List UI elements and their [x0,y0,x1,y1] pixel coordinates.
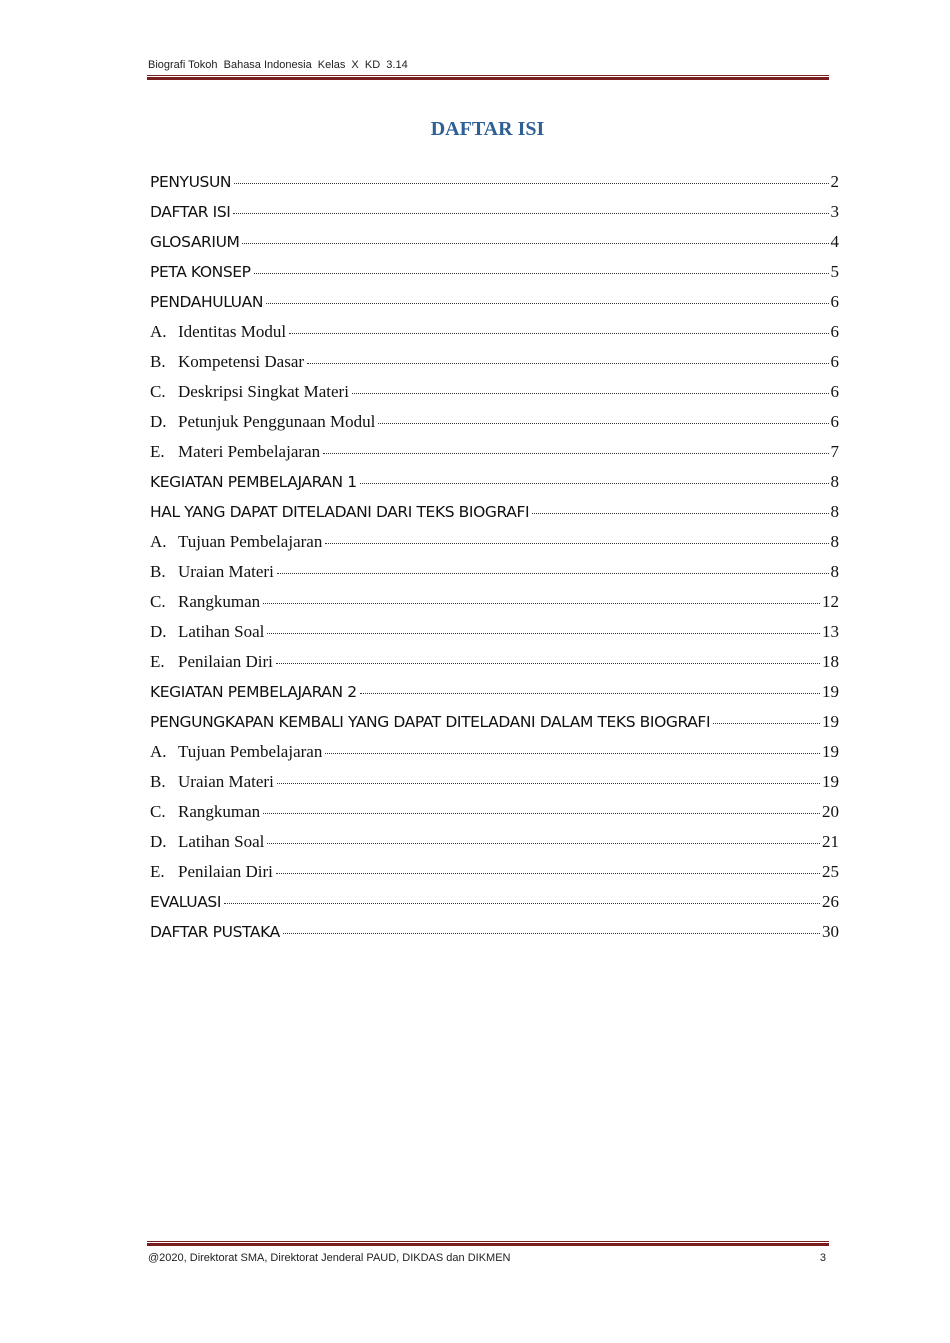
toc-entry-label: PENGUNGKAPAN KEMBALI YANG DAPAT DITELADANI DALAM TEKS BIOGRAFI [150,713,711,731]
toc-entry-label: Latihan Soal [178,832,265,851]
dot-leader [325,753,820,754]
toc-entry-letter: B. [150,562,166,581]
toc-entry-page: 30 [822,922,839,941]
toc-entry[interactable] [150,382,839,412]
dot-leader [360,483,829,484]
toc-entry-label: Tujuan Pembelajaran [178,532,323,551]
toc-entry[interactable] [150,502,839,532]
toc-entry[interactable] [150,442,839,472]
toc-entry[interactable] [150,472,839,502]
toc-entry[interactable] [150,232,839,262]
page-number: 3 [819,1252,826,1264]
toc-entry-page: 13 [822,622,839,641]
toc-entry-label: PENDAHULUAN [150,293,264,311]
toc-entry[interactable] [150,712,839,742]
toc-entry-label: Rangkuman [178,592,261,611]
toc-entry-label: Penilaian Diri [178,652,273,671]
dot-leader [263,603,820,604]
toc-entry-page: 26 [822,892,839,911]
toc-entry-page: 20 [822,802,839,821]
toc-entry-label: Uraian Materi [178,562,274,581]
toc-entry[interactable] [150,772,839,802]
dot-leader [276,663,820,664]
dot-leader [532,513,828,514]
toc-entry[interactable] [150,352,839,382]
dot-leader [267,633,820,634]
header-rule [147,75,829,80]
dot-leader [352,393,829,394]
toc-entry-label: Materi Pembelajaran [178,442,321,461]
toc-entry-label: Identitas Modul [178,322,287,341]
toc-entry[interactable] [150,202,839,232]
toc-entry-page: 5 [830,262,839,281]
toc-entry-label: Latihan Soal [178,622,265,641]
toc-entry[interactable] [150,172,839,202]
toc-entry-page: 19 [822,772,839,791]
toc-entry[interactable] [150,892,839,922]
dot-leader [283,933,820,934]
toc-entry-label: Uraian Materi [178,772,274,791]
running-header: Biografi Tokoh Bahasa Indonesia Kelas X KD 3.14 [148,59,408,71]
toc-entry-letter: A. [150,532,167,551]
dot-leader [233,213,828,214]
dot-leader [242,243,828,244]
dot-leader [277,573,829,574]
toc-entry-page: 8 [830,532,839,551]
toc-entry-page: 7 [830,442,839,461]
toc-entry-label: Rangkuman [178,802,261,821]
dot-leader [325,543,828,544]
toc-entry-page: 8 [830,472,839,491]
toc-entry-page: 2 [830,172,839,191]
toc-entry-letter: D. [150,832,167,851]
toc-entry-page: 6 [830,292,839,311]
toc-entry-letter: E. [150,862,165,881]
toc-entry-label: HAL YANG DAPAT DITELADANI DARI TEKS BIOGRAFI [150,503,530,521]
toc-entry[interactable] [150,562,839,592]
toc-entry-letter: B. [150,352,166,371]
toc-entry[interactable] [150,802,839,832]
table-of-contents [150,172,839,952]
toc-entry-label: Kompetensi Dasar [178,352,305,371]
toc-entry-page: 12 [822,592,839,611]
toc-entry-page: 4 [830,232,839,251]
toc-entry[interactable] [150,742,839,772]
dot-leader [254,273,829,274]
toc-entry-page: 18 [822,652,839,671]
dot-leader [323,453,828,454]
toc-entry[interactable] [150,412,839,442]
dot-leader [234,183,828,184]
toc-entry-page: 8 [830,562,839,581]
dot-leader [266,303,828,304]
toc-entry-letter: A. [150,742,167,761]
dot-leader [267,843,820,844]
toc-entry-label: DAFTAR ISI [150,203,231,221]
toc-entry-page: 25 [822,862,839,881]
toc-entry-letter: C. [150,802,166,821]
toc-entry[interactable] [150,622,839,652]
toc-entry-page: 19 [822,682,839,701]
dot-leader [276,873,820,874]
toc-entry[interactable] [150,652,839,682]
toc-entry-page: 6 [830,382,839,401]
toc-entry-page: 19 [822,712,839,731]
toc-entry[interactable] [150,862,839,892]
toc-entry[interactable] [150,922,839,952]
page-title: DAFTAR ISI [430,118,545,140]
toc-entry-label: Deskripsi Singkat Materi [178,382,349,401]
dot-leader [277,783,820,784]
toc-entry-page: 6 [830,322,839,341]
toc-entry-letter: C. [150,592,166,611]
toc-entry-label: Penilaian Diri [178,862,273,881]
toc-entry[interactable] [150,682,839,712]
toc-entry-letter: D. [150,412,167,431]
toc-entry-letter: D. [150,622,167,641]
toc-entry[interactable] [150,532,839,562]
toc-entry-page: 6 [830,352,839,371]
dot-leader [360,693,820,694]
toc-entry[interactable] [150,832,839,862]
toc-entry[interactable] [150,292,839,322]
toc-entry-letter: B. [150,772,166,791]
dot-leader [263,813,820,814]
toc-entry-letter: E. [150,652,165,671]
toc-entry-label: KEGIATAN PEMBELAJARAN 2 [150,683,357,701]
toc-entry[interactable] [150,322,839,352]
toc-entry-letter: C. [150,382,166,401]
toc-entry-label: KEGIATAN PEMBELAJARAN 1 [150,473,357,491]
toc-entry-label: DAFTAR PUSTAKA [150,923,280,941]
toc-entry[interactable] [150,592,839,622]
toc-entry-label: PENYUSUN [150,173,232,191]
dot-leader [289,333,828,334]
footer-rule [147,1241,829,1246]
footer-credit: @2020, Direktorat SMA, Direktorat Jenderal PAUD, DIKDAS dan DIKMEN [148,1252,511,1264]
toc-entry-label: EVALUASI [150,893,222,911]
toc-entry-page: 6 [830,412,839,431]
toc-entry-label: Tujuan Pembelajaran [178,742,323,761]
dot-leader [224,903,820,904]
toc-entry-label: Petunjuk Penggunaan Modul [178,412,376,431]
toc-entry-page: 8 [830,502,839,521]
toc-entry-letter: E. [150,442,165,461]
dot-leader [307,363,828,364]
toc-entry-page: 3 [830,202,839,221]
toc-entry-label: PETA KONSEP [150,263,251,281]
toc-entry-label: GLOSARIUM [150,233,240,251]
toc-entry-page: 21 [822,832,839,851]
toc-entry-page: 19 [822,742,839,761]
dot-leader [378,423,828,424]
dot-leader [713,723,820,724]
toc-entry-letter: A. [150,322,167,341]
toc-entry[interactable] [150,262,839,292]
